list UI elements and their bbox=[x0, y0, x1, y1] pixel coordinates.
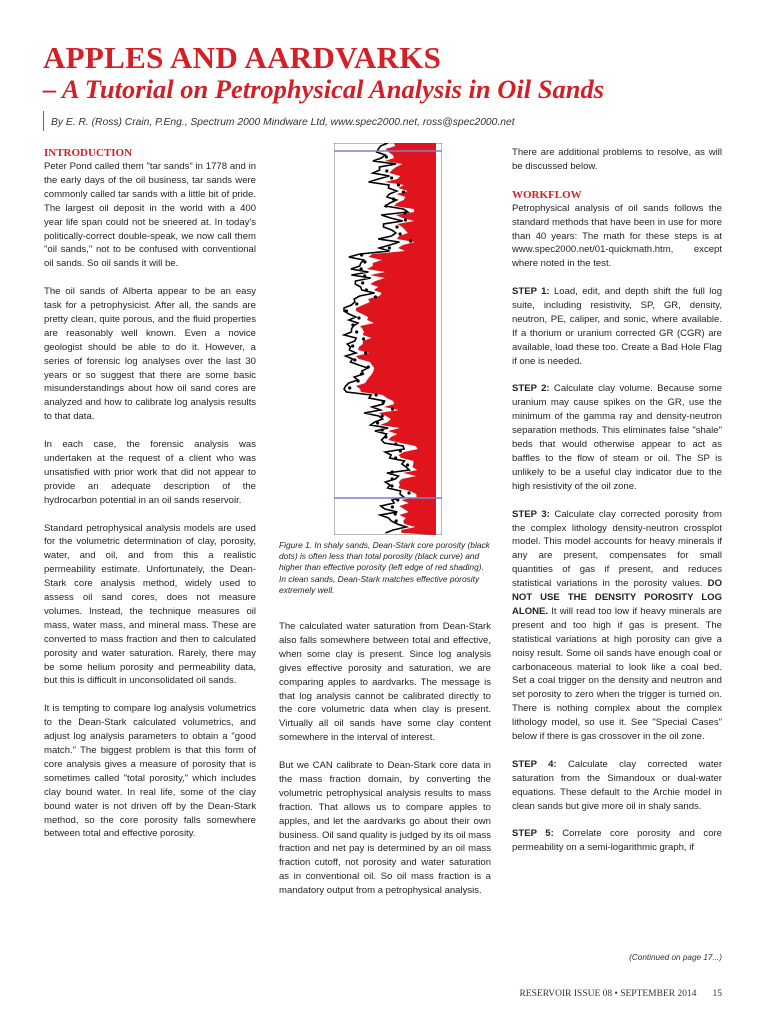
core-porosity-dot bbox=[381, 428, 384, 431]
step-label: STEP 2: bbox=[512, 383, 550, 395]
core-porosity-dot bbox=[362, 337, 365, 340]
core-porosity-dot bbox=[406, 463, 409, 466]
paragraph: It is tempting to compare log analysis volumetrics to the Dean-Stark calculated volumetrics, and adjust log analysis parameters to obtain a "good match." The biggest problem is that this form of core analysis gives a measure of porosity that is sometimes called "total porosity," which includes clay bound water. In real life, some of the clay bound water is not driven off by the Dean-Stark method, so the core porosity falls somewhere between total and effective porosity. bbox=[44, 703, 256, 840]
figure-caption: Figure 1. In shaly sands, Dean-Stark core porosity (black dots) is often less than total porosity (black curve) and higher than effective porosity (left edge of red shading). In clean sands, Dean-Stark matches effective porosity extremely well. bbox=[279, 540, 490, 595]
core-porosity-dot bbox=[376, 421, 379, 424]
core-porosity-dot bbox=[351, 323, 354, 326]
paragraph: Petrophysical analysis of oil sands follows the standard methods that have been in use for more than 40 years: The math for these steps is at www.spec2000.net/01-quickmath.htm, except where noted in the test. bbox=[512, 202, 722, 270]
core-porosity-dot bbox=[357, 379, 360, 382]
column-left bbox=[44, 146, 256, 855]
core-porosity-dot bbox=[390, 176, 393, 179]
core-porosity-dot bbox=[391, 477, 394, 480]
core-porosity-dot bbox=[388, 246, 391, 249]
core-porosity-dot bbox=[390, 484, 393, 487]
core-porosity-dot bbox=[367, 365, 370, 368]
core-porosity-dot bbox=[365, 288, 368, 291]
core-porosity-dot bbox=[391, 505, 394, 508]
core-porosity-dot bbox=[399, 232, 402, 235]
core-porosity-dot bbox=[397, 183, 400, 186]
paragraph: In each case, the forensic analysis was undertaken at the request of a client who was unsatisfied with prior work that did not appear to provide an adequate description of the hydrocarbon potential in an oil sands reservoir. bbox=[44, 439, 256, 506]
paragraph: Peter Pond called them "tar sands" in 1778 and in the early days of the oil business, tar sands were commonly called tar sands with a little bit of pride. The largest oil deposit in the world with a 400 year life span could not be sneered at. In today's politically-correct double-speak, we now call them "oil sands," not to be confused with conventional oil sands. So oil sands it will be. bbox=[44, 161, 256, 270]
paragraph: Standard petrophysical analysis models are used for the volumetric determination of clay, porosity, water, and oil, and from this a realistic permeability estimate. Unfortunately, the Dean-Stark core analysis method, widely used to assess oil sand cores, does not measure volumes. Instead, the technique measures oil mass, water mass, and mineral mass. These are converted to mass fraction and then to calculated porosity and water saturation. Rarely, there may be some helium porosity and permeability data, but this is difficult in unconsolidated oil sands. bbox=[44, 522, 256, 687]
core-porosity-dot bbox=[394, 512, 397, 515]
paragraph: But we CAN calibrate to Dean-Stark core data in the mass fraction domain, by converting the volumetric petrophysical analysis results to mass fraction. That allows us to compare apples to apples, and let the aardvarks go about their own business. Oil sand quality is judged by its oil mass fraction and net pay is determined by an oil mass fraction cutoff, not porosity and water saturation as in conventional oil. So oil mass fraction is a mandatory output from a petrophysical analysis. bbox=[279, 760, 491, 897]
continued-note: (Continued on page 17...) bbox=[629, 953, 722, 962]
step-text: Load, edit, and depth shift the full log suite, including resistivity, SP, GR, density, neutron, PE, caliper, and sonic, where available. If a thorium or uranium corrected GR (CGR) are available, load these too. Create a Bad Hole Flag if one is needed. bbox=[512, 286, 723, 367]
column-middle bbox=[279, 620, 491, 912]
step-text: It will read too low if heavy minerals are present and too high if gas is present. The statistical variations at high porosity can give a noisy result. Some oil sands have enough coal or carbonaceous material to look like a coal bed. Set a coal trigger on the density and neutron and set porosity to zero when the trigger is turned on. There is nothing complex about the complex lithology model, so use it. See "Special Cases" below if there is gas crossover in the oil zone. bbox=[512, 605, 722, 743]
step-label: STEP 5: bbox=[512, 828, 554, 840]
section-heading-workflow: WORKFLOW bbox=[512, 188, 582, 201]
core-porosity-dot bbox=[363, 260, 366, 263]
step-3-paragraph bbox=[512, 508, 722, 744]
article-title: APPLES AND AARDVARKS bbox=[43, 40, 442, 75]
core-porosity-dot bbox=[407, 491, 410, 494]
core-porosity-dot bbox=[402, 190, 405, 193]
step-label: STEP 4: bbox=[512, 758, 557, 770]
core-porosity-dot bbox=[391, 470, 394, 473]
page-footer bbox=[519, 989, 722, 999]
figure-1-log-plot bbox=[334, 143, 442, 535]
step-4-paragraph bbox=[512, 758, 722, 814]
core-porosity-dot bbox=[385, 204, 388, 207]
core-porosity-dot bbox=[394, 442, 397, 445]
core-porosity-dot bbox=[392, 197, 395, 200]
core-porosity-dot bbox=[384, 435, 387, 438]
page-number: 15 bbox=[712, 989, 722, 999]
core-porosity-dot bbox=[394, 456, 397, 459]
step-text: Calculate clay corrected porosity from the complex lithology density-neutron crossplot model. This model accounts for heavy minerals if any are present, compensates for small quantities of gas if present, and reduces statistical variations in the porosity values. bbox=[512, 508, 722, 590]
core-porosity-dot bbox=[351, 344, 354, 347]
core-porosity-dot bbox=[390, 162, 393, 165]
core-porosity-dot bbox=[348, 386, 351, 389]
core-porosity-dot bbox=[345, 309, 348, 312]
core-porosity-dot bbox=[391, 407, 394, 410]
step-label: STEP 1: bbox=[512, 286, 550, 298]
core-porosity-dot bbox=[361, 281, 364, 284]
paragraph: The calculated water saturation from Dean-Stark also falls somewhere between total and effective, when some clay is present. Since log analysis gives effective porosity and saturation, we are comparing apples to aardvarks. The message is that log analysis cannot be calibrated directly to the core volumetric data when clay is present. Virtually all oil sands have some clay content somewhere in the interval of interest. bbox=[279, 621, 491, 744]
core-porosity-dot bbox=[385, 155, 388, 158]
byline-divider bbox=[43, 111, 44, 131]
core-porosity-dot bbox=[385, 169, 388, 172]
step-label: STEP 3: bbox=[512, 508, 550, 520]
core-porosity-dot bbox=[360, 267, 363, 270]
core-porosity-dot bbox=[355, 330, 358, 333]
paragraph: The oil sands of Alberta appear to be an easy task for a petrophysicist. After all, the sands are pretty clean, quite porous, and the fluid properties are reasonably well known. Even a novice geologist should be able to do it. However, a series of forensic log analyses over the last 30 years or so suggest that there are some basic misunderstandings about how oil sand cores are analyzed and how to calibrate log analysis results to that data. bbox=[44, 286, 256, 423]
step-text: Calculate clay volume. Because some uranium may cause spikes on the GR, use the minimum of the gamma ray and density-neutron separation methods. This eliminates false "shale" beds that would otherwise appear to act as baffles to the flow of steam or oil. The SP is unlikely to be a useful clay indicator due to the high resistivity of the oil zone. bbox=[512, 383, 722, 492]
core-porosity-dot bbox=[360, 372, 363, 375]
byline-text: By E. R. (Ross) Crain, P.Eng., Spectrum 2000 Mindware Ltd, www.spec2000.net, ross@spec2000.net bbox=[51, 117, 515, 128]
paragraph: There are additional problems to resolve, as will be discussed below. bbox=[512, 147, 722, 172]
core-porosity-dot bbox=[395, 519, 398, 522]
core-porosity-dot bbox=[382, 400, 385, 403]
core-porosity-dot bbox=[399, 449, 402, 452]
core-porosity-dot bbox=[403, 211, 406, 214]
core-porosity-dot bbox=[355, 302, 358, 305]
core-porosity-dot bbox=[375, 393, 378, 396]
core-porosity-dot bbox=[360, 253, 363, 256]
step-text: Calculate clay corrected water saturation from the Simandoux or dual-water equations. These default to the Archie model in clean sands but give more oil in shaly sands. bbox=[512, 758, 723, 812]
core-porosity-dot bbox=[409, 239, 412, 242]
core-porosity-dot bbox=[381, 414, 384, 417]
step-text: Correlate core porosity and core permeability on a semi-logarithmic graph, if bbox=[512, 828, 722, 854]
article-subtitle: – A Tutorial on Petrophysical Analysis in Oil Sands bbox=[43, 74, 605, 104]
core-porosity-dot bbox=[396, 498, 399, 501]
byline bbox=[43, 111, 515, 131]
emphasis-text: DO NOT USE THE DENSITY POROSITY LOG ALONE. bbox=[512, 578, 722, 617]
core-porosity-dot bbox=[353, 358, 356, 361]
step-2-paragraph bbox=[512, 382, 722, 493]
step-5-paragraph bbox=[512, 827, 722, 855]
core-porosity-dot bbox=[363, 274, 366, 277]
core-porosity-dot bbox=[364, 351, 367, 354]
core-porosity-dot bbox=[404, 218, 407, 221]
step-1-paragraph bbox=[512, 285, 722, 368]
core-porosity-dot bbox=[374, 295, 377, 298]
core-porosity-dot bbox=[395, 225, 398, 228]
column-right bbox=[512, 146, 722, 855]
issue-label: RESERVOIR ISSUE 08 • SEPTEMBER 2014 bbox=[519, 989, 697, 999]
core-porosity-dot bbox=[357, 316, 360, 319]
section-heading-introduction: INTRODUCTION bbox=[44, 147, 133, 159]
